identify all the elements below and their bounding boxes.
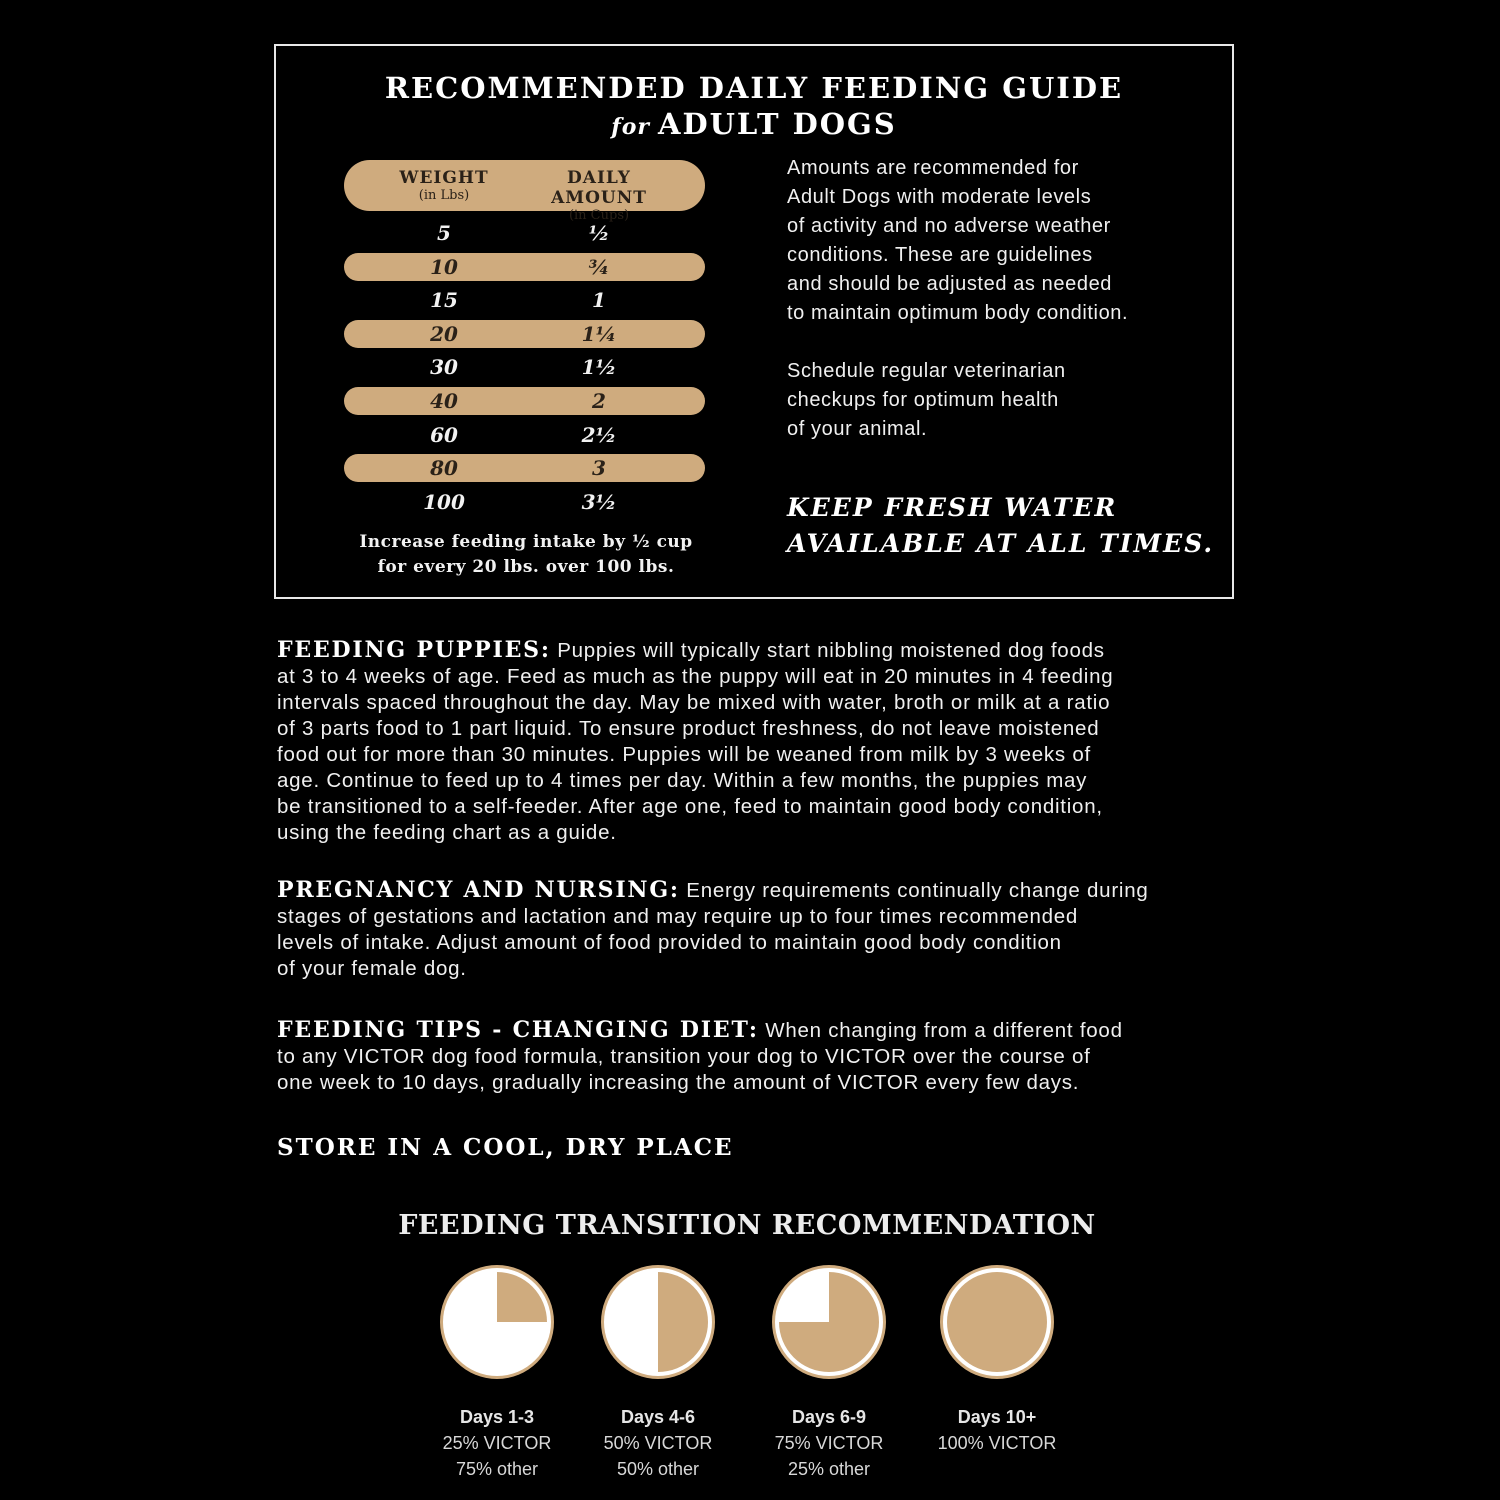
weight-header-label: WEIGHT (399, 168, 489, 188)
table-header (344, 160, 705, 223)
stage-other-percent: 75% other (455, 1459, 539, 1479)
table-row (344, 219, 705, 247)
weight-cell: 60 (430, 422, 458, 447)
weight-cell: 10 (430, 254, 458, 279)
section-text: When changing from a different food to any VICTOR dog food formula, transition your dog to VICTOR over the course of one week to 10 days, gradually increasing the amount of VICTOR every few days. (277, 1019, 1123, 1094)
transition-stage (917, 1262, 1077, 1456)
amount-cell: 2½ (581, 422, 617, 447)
transition-stage (417, 1262, 577, 1482)
guide-subtitle-for: for (611, 114, 650, 140)
weight-cell: 100 (423, 489, 465, 514)
amount-cell: 2 (592, 389, 606, 413)
stage-victor-percent: 25% VICTOR (442, 1433, 552, 1453)
section-feeding-puppies (277, 637, 1257, 846)
stage-victor-percent: 50% VICTOR (603, 1433, 713, 1453)
side-text-activity: Amounts are recommended for Adult Dogs with moderate levels of activity and no adverse weather conditions. These are guidelines and should be adjusted as needed to maintain optimum body condition. (787, 157, 1129, 324)
weight-cell: 15 (430, 288, 458, 313)
amount-header-unit: (in Cups) (568, 208, 630, 223)
table-row (344, 387, 705, 415)
guide-title: RECOMMENDED DAILY FEEDING GUIDE (384, 71, 1124, 105)
section-text: Puppies will typically start nibbling moistened dog foods at 3 to 4 weeks of age. Feed as much as the puppy will eat in 20 minutes in 4 feeding intervals spaced throughout the day. May be mixed with water, broth or milk at a ratio of 3 parts food to 1 part liquid. To ensure product freshness, do not leave moistened food out for more than 30 minutes. Puppies will be weaned from milk by 3 weeks of age. Continue to feed up to 4 times per day. Within a few months, the puppies may be transitioned to a self-feeder. After age one, feed to maintain good body condition, using the feeding chart as a guide. (277, 639, 1114, 844)
transition-pie-icon (598, 1262, 718, 1382)
transition-title: FEEDING TRANSITION RECOMMENDATION (398, 1210, 1096, 1241)
section-heading: PREGNANCY AND NURSING: (277, 877, 680, 903)
amount-cell: 1 (592, 288, 606, 313)
amount-header (519, 168, 679, 223)
table-row (344, 421, 705, 449)
stage-victor-percent: 100% VICTOR (937, 1433, 1057, 1453)
guide-subtitle-main: ADULT DOGS (657, 107, 897, 141)
amount-cell: ¾ (588, 254, 610, 279)
transition-pie-icon (769, 1262, 889, 1382)
section-heading: FEEDING PUPPIES: (277, 637, 551, 663)
section-changing-diet (277, 1017, 1257, 1096)
guide-side-notes (787, 154, 1217, 562)
table-row (344, 488, 705, 516)
transition-stage (749, 1262, 909, 1482)
section-pregnancy-nursing (277, 877, 1257, 982)
table-row (344, 353, 705, 381)
water-note: KEEP FRESH WATER AVAILABLE AT ALL TIMES. (787, 493, 1215, 558)
weight-cell: 80 (430, 456, 458, 481)
table-row (344, 253, 705, 281)
amount-cell: ½ (588, 221, 610, 245)
stage-other-percent: 25% other (787, 1459, 871, 1479)
amount-cell: 3 (592, 456, 606, 481)
amount-cell: 3½ (581, 489, 617, 514)
stage-days: Days 4-6 (620, 1407, 696, 1427)
transition-pie-icon (437, 1262, 557, 1382)
table-row (344, 286, 705, 314)
feeding-guide-panel (274, 44, 1234, 599)
table-note: Increase feeding intake by ½ cup for every 20 lbs. over 100 lbs. (359, 532, 693, 577)
section-paragraph (277, 637, 1257, 846)
stage-other-percent: 50% other (616, 1459, 700, 1479)
weight-cell: 30 (430, 355, 458, 380)
section-text: Energy requirements continually change during stages of gestations and lactation and may require up to four times recommended levels of intake. Adjust amount of food provided to maintain good body condition of your female dog. (277, 879, 1149, 980)
stage-days: Days 10+ (957, 1407, 1037, 1427)
store-note: STORE IN A COOL, DRY PLACE (277, 1134, 734, 1161)
transition-stage (578, 1262, 738, 1482)
guide-subtitle (276, 106, 1232, 145)
weight-cell: 20 (430, 321, 458, 346)
amount-cell: 1¼ (581, 321, 617, 346)
section-heading: FEEDING TIPS - CHANGING DIET: (277, 1017, 759, 1043)
pie-victor-portion (497, 1272, 547, 1322)
table-row (344, 454, 705, 482)
weight-cell: 40 (430, 389, 458, 413)
weight-header (374, 168, 514, 203)
amount-cell: 1½ (581, 355, 617, 380)
weight-cell: 5 (437, 221, 451, 245)
section-paragraph (277, 1017, 1257, 1096)
transition-pie-icon (937, 1262, 1057, 1382)
table-row (344, 320, 705, 348)
stage-days: Days 6-9 (791, 1407, 867, 1427)
section-paragraph (277, 877, 1257, 982)
side-text-vet: Schedule regular veterinarian checkups for optimum health of your animal. (787, 360, 1066, 440)
amount-header-label: DAILY AMOUNT (551, 168, 647, 208)
weight-header-unit: (in Lbs) (418, 188, 470, 203)
feeding-table (344, 160, 705, 514)
stage-days: Days 1-3 (459, 1407, 535, 1427)
pie-victor-portion (947, 1272, 1047, 1372)
stage-victor-percent: 75% VICTOR (774, 1433, 884, 1453)
